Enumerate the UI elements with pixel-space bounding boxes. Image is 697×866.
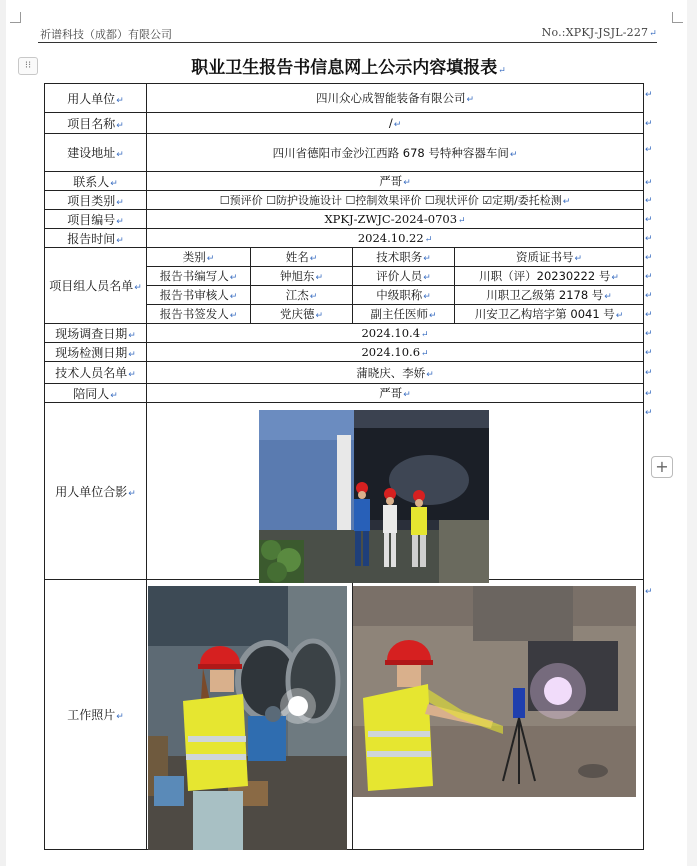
table-move-handle-icon[interactable]: ⁝⁝ [18, 57, 38, 75]
team-cert-cell[interactable]: 川职卫乙级第 2178 号↵ [455, 286, 644, 305]
work-photo-left [148, 586, 347, 850]
checkbox-icon[interactable]: ☐ [424, 194, 435, 207]
survey-date-value[interactable]: 2024.10.4↵ [147, 324, 644, 343]
employer-label: 用人单位↵ [45, 84, 147, 113]
category-option-control-eval[interactable]: ☐控制效果评价 [345, 194, 422, 207]
team-name-cell[interactable]: 钟旭东↵ [251, 267, 353, 286]
address-label: 建设地址↵ [45, 134, 147, 172]
team-name-cell[interactable]: 党庆德↵ [251, 305, 353, 324]
project-name-value[interactable]: /↵ [147, 113, 644, 134]
category-option-pre-eval[interactable]: ☐预评价 [219, 194, 263, 207]
project-no-value[interactable]: XPKJ-ZWJC-2024-0703↵ [147, 210, 644, 229]
team-role-cell[interactable]: 报告书审核人↵ [147, 286, 251, 305]
row-end-mark: ↵ [645, 196, 653, 206]
detect-date-label: 现场检测日期↵ [45, 343, 147, 362]
report-time-value[interactable]: 2024.10.22↵ [147, 229, 644, 248]
category-option-protection-design[interactable]: ☐防护设施设计 [266, 194, 342, 207]
crop-mark-top-left [10, 12, 21, 23]
team-name-cell[interactable]: 江杰↵ [251, 286, 353, 305]
row-end-mark: ↵ [645, 119, 653, 129]
work-photo-right [353, 586, 636, 797]
row-end-mark: ↵ [645, 234, 653, 244]
header-company: 祈谱科技（成都）有限公司 [40, 28, 172, 41]
checkbox-icon[interactable]: ☐ [219, 194, 230, 207]
work-photo-label: 工作照片↵ [45, 580, 147, 850]
row-end-mark: ↵ [645, 408, 653, 418]
document-header [38, 24, 657, 43]
team-role-cell[interactable]: 报告书签发人↵ [147, 305, 251, 324]
survey-date-label: 现场调查日期↵ [45, 324, 147, 343]
accompany-value[interactable]: 严哥↵ [147, 384, 644, 403]
row-end-mark: ↵ [645, 291, 653, 301]
address-value[interactable]: 四川省德阳市金沙江西路 678 号特种容器车间↵ [147, 134, 644, 172]
group-photo [259, 410, 489, 583]
add-row-plus-icon[interactable]: + [651, 456, 673, 478]
tech-staff-value[interactable]: 蒲晓庆、李娇↵ [147, 362, 644, 384]
tech-staff-label: 技术人员名单↵ [45, 362, 147, 384]
team-header-title: 技术职务↵ [353, 248, 455, 267]
row-end-mark: ↵ [645, 145, 653, 155]
group-photo-label: 用人单位合影↵ [45, 403, 147, 580]
row-end-mark: ↵ [645, 348, 653, 358]
employer-value[interactable]: 四川众心成智能装备有限公司↵ [147, 84, 644, 113]
checkbox-checked-icon[interactable]: ☑ [482, 194, 493, 207]
category-option-periodic-detect[interactable]: ☑定期/委托检测 [482, 194, 562, 207]
report-time-label: 报告时间↵ [45, 229, 147, 248]
row-end-mark: ↵ [645, 272, 653, 282]
project-no-label: 项目编号↵ [45, 210, 147, 229]
page-left-edge [0, 0, 6, 866]
accompany-label: 陪同人↵ [45, 384, 147, 403]
contact-label: 联系人↵ [45, 172, 147, 191]
team-cert-cell[interactable]: 川安卫乙构培字第 0041 号↵ [455, 305, 644, 324]
category-option-status-eval[interactable]: ☐现状评价 [424, 194, 479, 207]
row-end-mark: ↵ [645, 329, 653, 339]
project-name-label: 项目名称↵ [45, 113, 147, 134]
row-end-mark: ↵ [645, 215, 653, 225]
contact-value[interactable]: 严哥↵ [147, 172, 644, 191]
category-options: ☐预评价 ☐防护设施设计 ☐控制效果评价 ☐现状评价 ☑定期/委托检测↵ [147, 191, 644, 210]
team-title-cell[interactable]: 中级职称↵ [353, 286, 455, 305]
row-end-mark: ↵ [645, 178, 653, 188]
page-right-edge [687, 0, 697, 866]
header-doc-number: No.:XPKJ-JSJL-227↵ [541, 26, 657, 39]
team-header-cert: 资质证书号↵ [455, 248, 644, 267]
row-end-mark: ↵ [645, 90, 653, 100]
row-end-mark: ↵ [645, 253, 653, 263]
team-cert-cell[interactable]: 川职（评）20230222 号↵ [455, 267, 644, 286]
row-end-mark: ↵ [645, 310, 653, 320]
team-label: 项目组人员名单↵ [45, 248, 147, 324]
team-header-category: 类别↵ [147, 248, 251, 267]
row-end-mark: ↵ [645, 368, 653, 378]
row-end-mark: ↵ [645, 587, 653, 597]
row-end-mark: ↵ [645, 389, 653, 399]
team-title-cell[interactable]: 副主任医师↵ [353, 305, 455, 324]
team-header-name: 姓名↵ [251, 248, 353, 267]
checkbox-icon[interactable]: ☐ [266, 194, 276, 207]
team-title-cell[interactable]: 评价人员↵ [353, 267, 455, 286]
detect-date-value[interactable]: 2024.10.6↵ [147, 343, 644, 362]
team-role-cell[interactable]: 报告书编写人↵ [147, 267, 251, 286]
page-title: 职业卫生报告书信息网上公示内容填报表↵ [191, 58, 506, 78]
checkbox-icon[interactable]: ☐ [345, 194, 356, 207]
category-label: 项目类别↵ [45, 191, 147, 210]
crop-mark-top-right [672, 12, 683, 23]
